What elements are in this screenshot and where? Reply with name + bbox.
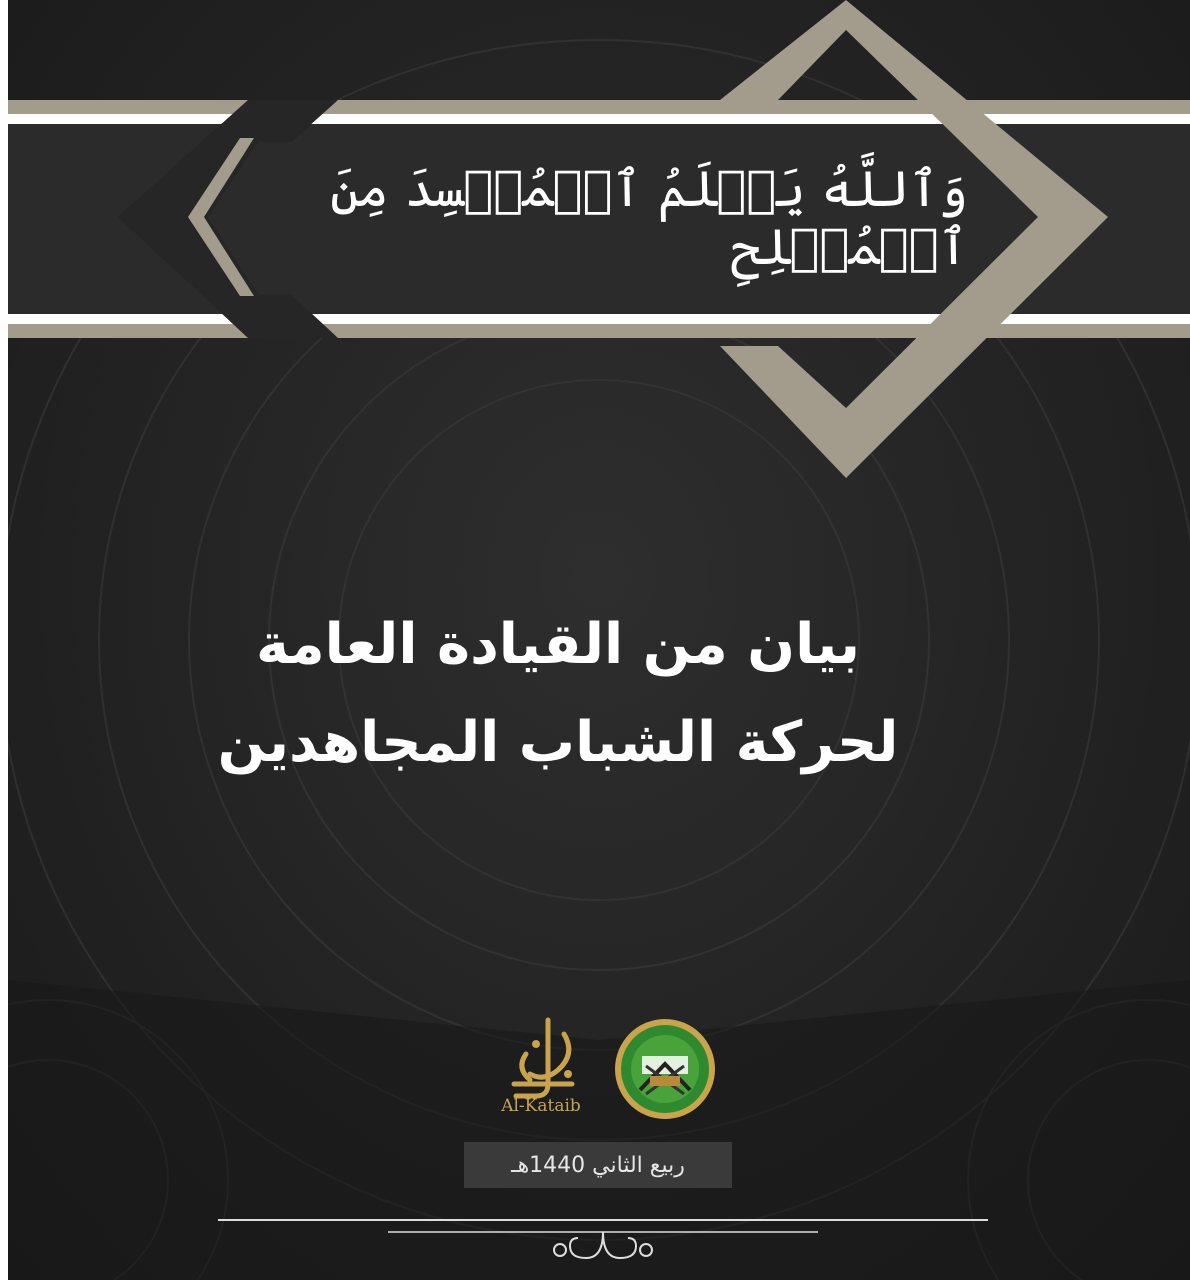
- scroll-ornament-icon: [208, 1212, 998, 1276]
- kataib-label: Al-Kataib: [501, 1096, 581, 1116]
- shabab-emblem-logo: [612, 1016, 718, 1122]
- statement-cover: [8, 0, 1190, 1280]
- hijri-date: ربيع الثاني 1440هـ: [464, 1142, 732, 1188]
- statement-title-line1: بيان من القيادة العامة: [256, 612, 860, 677]
- quran-verse: وَٱللَّهُ يَعۡلَمُ ٱلۡمُفۡسِدَ مِنَ ٱلۡمُصۡلِحِ: [330, 160, 968, 276]
- statement-title-line2: لحركة الشباب المجاهدين: [217, 710, 899, 775]
